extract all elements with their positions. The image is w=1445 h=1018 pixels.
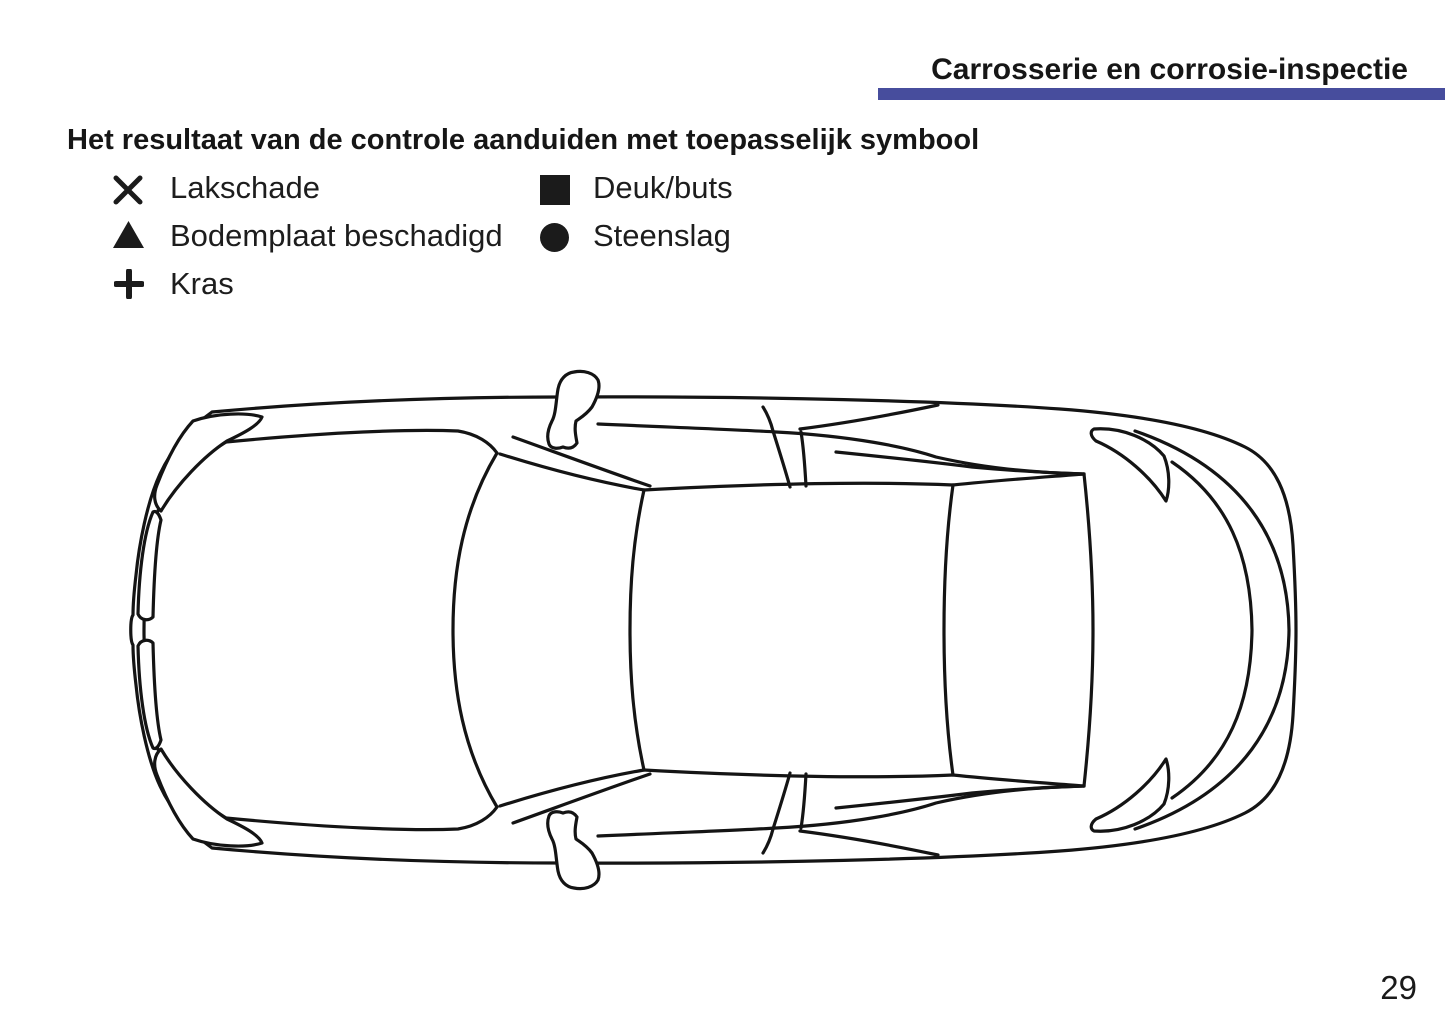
side-mirror bbox=[548, 371, 599, 448]
drip-line bbox=[226, 430, 497, 453]
rear-window-front-line bbox=[944, 485, 953, 775]
legend-label-deuk-buts: Deuk/buts bbox=[593, 170, 733, 205]
rear-window-rear-line bbox=[1084, 474, 1093, 786]
trunk-line bbox=[1172, 462, 1252, 798]
page-number: 29 bbox=[1380, 969, 1417, 1006]
b-pillar-connector bbox=[763, 407, 773, 431]
front-bumper-panel bbox=[138, 511, 161, 619]
roof-side-line bbox=[644, 483, 953, 490]
car-side-details bbox=[138, 371, 1169, 619]
roof-front-line bbox=[630, 490, 644, 770]
c-pillar-top-line bbox=[800, 405, 938, 429]
car-outline bbox=[131, 397, 1296, 863]
legend-label-steenslag: Steenslag bbox=[593, 218, 731, 253]
windshield-line bbox=[453, 453, 497, 807]
page-title: Carrosserie en corrosie-inspectie bbox=[931, 53, 1408, 86]
b-pillar-line-2 bbox=[801, 432, 806, 486]
legend-label-kras: Kras bbox=[170, 266, 234, 301]
intro-text: Het resultaat van de controle aanduiden met toepasselijk symbool bbox=[67, 124, 980, 156]
legend-label-lakschade: Lakschade bbox=[170, 170, 320, 205]
a-pillar-line bbox=[513, 437, 650, 486]
b-pillar-line-1 bbox=[773, 431, 790, 487]
window-sill-line bbox=[598, 424, 1084, 474]
rear-window-top-edge bbox=[953, 474, 1084, 485]
legend-label-bodemplaat: Bodemplaat beschadigd bbox=[170, 218, 503, 253]
headlight bbox=[155, 414, 262, 511]
